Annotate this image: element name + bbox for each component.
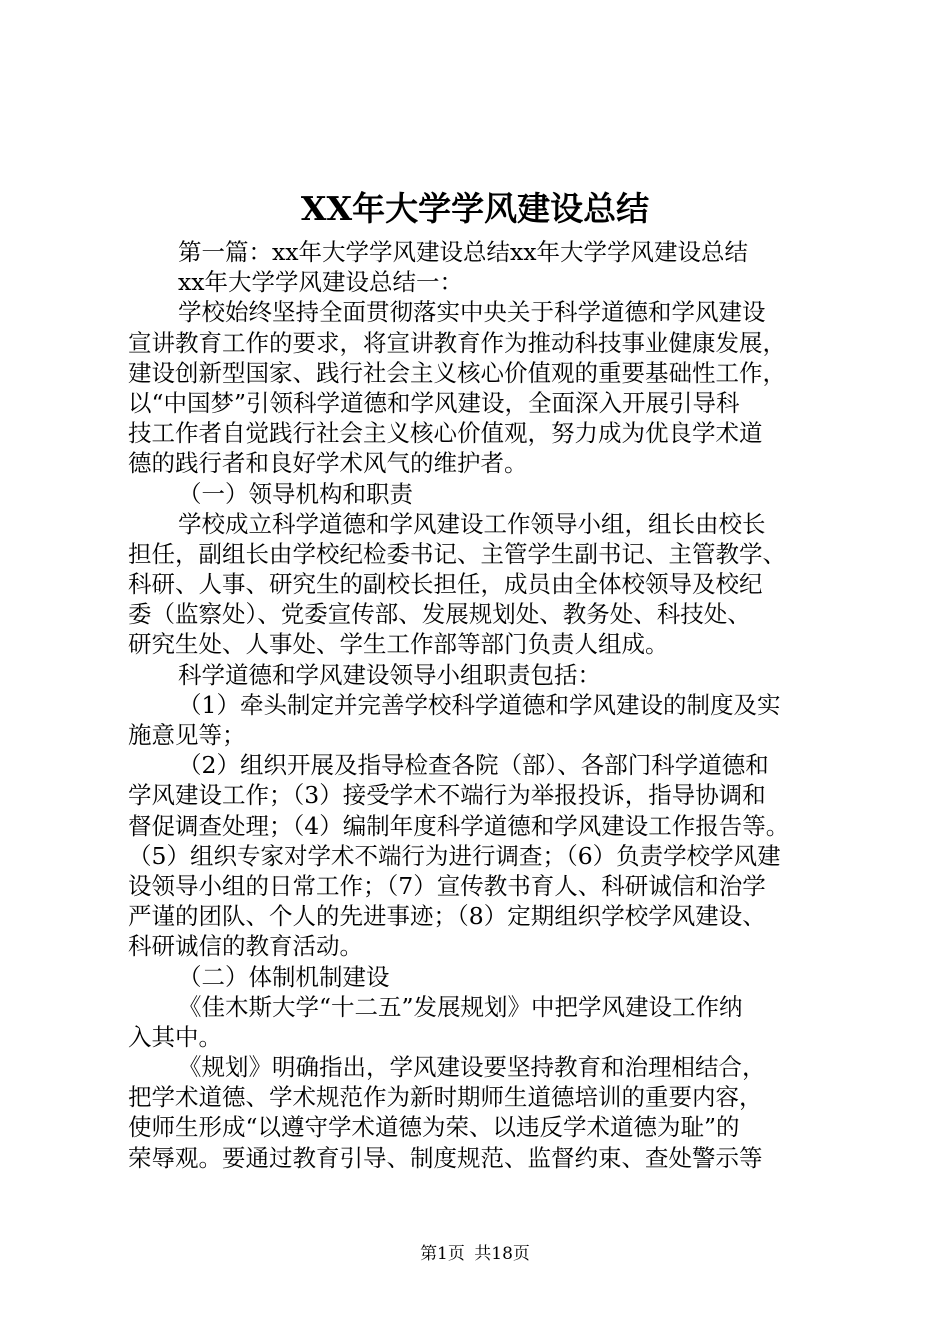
text-line: 科学道德和学风建设领导小组职责包括： bbox=[178, 660, 601, 689]
page-footer bbox=[0, 1242, 950, 1266]
text-line: （5）组织专家对学术不端行为进行调查；（6）负责学校学风建 bbox=[128, 841, 781, 870]
text-line: 《规划》明确指出，学风建设要坚持教育和治理相结合， bbox=[178, 1053, 766, 1082]
text-line: 施意见等； bbox=[128, 721, 246, 749]
text-line: 荣辱观。要通过教育引导、制度规范、监督约束、查处警示等 bbox=[128, 1143, 763, 1172]
text-line: 技工作者自觉践行社会主义核心价值观，努力成为优良学术道 bbox=[128, 419, 763, 448]
text-line: 使师生形成“以遵守学术道德为荣、以违反学术道德为耻”的 bbox=[128, 1113, 740, 1142]
text-line: 学校成立科学道德和学风建设工作领导小组，组长由校长 bbox=[178, 509, 766, 538]
text-line: 学校始终坚持全面贯彻落实中央关于科学道德和学风建设 bbox=[178, 298, 766, 327]
text-line: xx年大学学风建设总结一： bbox=[178, 268, 464, 297]
text-line: （一）领导机构和职责 bbox=[178, 479, 413, 508]
text-line: 《佳木斯大学“十二五”发展规划》中把学风建设工作纳 bbox=[178, 992, 743, 1021]
text-line: 委（监察处）、党委宣传部、发展规划处、教务处、科技处、 bbox=[128, 600, 751, 629]
text-line: 宣讲教育工作的要求，将宣讲教育作为推动科技事业健康发展， bbox=[128, 328, 786, 357]
text-line: 把学术道德、学术规范作为新时期师生道德培训的重要内容， bbox=[128, 1083, 763, 1112]
text-line: 以“中国梦”引领科学道德和学风建设，全面深入开展引导科 bbox=[128, 388, 740, 417]
text-line: 学风建设工作；（3）接受学术不端行为举报投诉，指导协调和 bbox=[128, 781, 766, 810]
text-line: 建设创新型国家、践行社会主义核心价值观的重要基础性工作， bbox=[128, 358, 786, 387]
page-title: XX年大学学风建设总结 bbox=[300, 189, 650, 228]
text-line: 设领导小组的日常工作；（7）宣传教书育人、科研诚信和治学 bbox=[128, 871, 766, 900]
text-line: 入其中。 bbox=[128, 1022, 222, 1051]
page-total: 共18页 bbox=[474, 1244, 530, 1264]
text-line: 科研诚信的教育活动。 bbox=[128, 932, 363, 961]
document-body bbox=[128, 237, 834, 1173]
text-line: （2）组织开展及指导检查各院（部）、各部门科学道德和 bbox=[178, 751, 769, 780]
text-line: （二）体制机制建设 bbox=[178, 962, 390, 991]
text-line: 严谨的团队、个人的先进事迹；（8）定期组织学校学风建设、 bbox=[128, 902, 766, 931]
text-line: 研究生处、人事处、学生工作部等部门负责人组成。 bbox=[128, 630, 669, 659]
text-line: 担任，副组长由学校纪检委书记、主管学生副书记、主管教学、 bbox=[128, 539, 786, 568]
page-number: 第1页 bbox=[420, 1244, 465, 1264]
text-line: 督促调查处理；（4）编制年度科学道德和学风建设工作报告等。 bbox=[128, 811, 790, 840]
text-line: （1）牵头制定并完善学校科学道德和学风建设的制度及实 bbox=[178, 690, 781, 719]
text-line: 科研、人事、研究生的副校长担任，成员由全体校领导及校纪 bbox=[128, 570, 763, 599]
text-line: 德的践行者和良好学术风气的维护者。 bbox=[128, 449, 528, 478]
text-line: 第一篇：xx年大学学风建设总结xx年大学学风建设总结 bbox=[178, 238, 749, 266]
